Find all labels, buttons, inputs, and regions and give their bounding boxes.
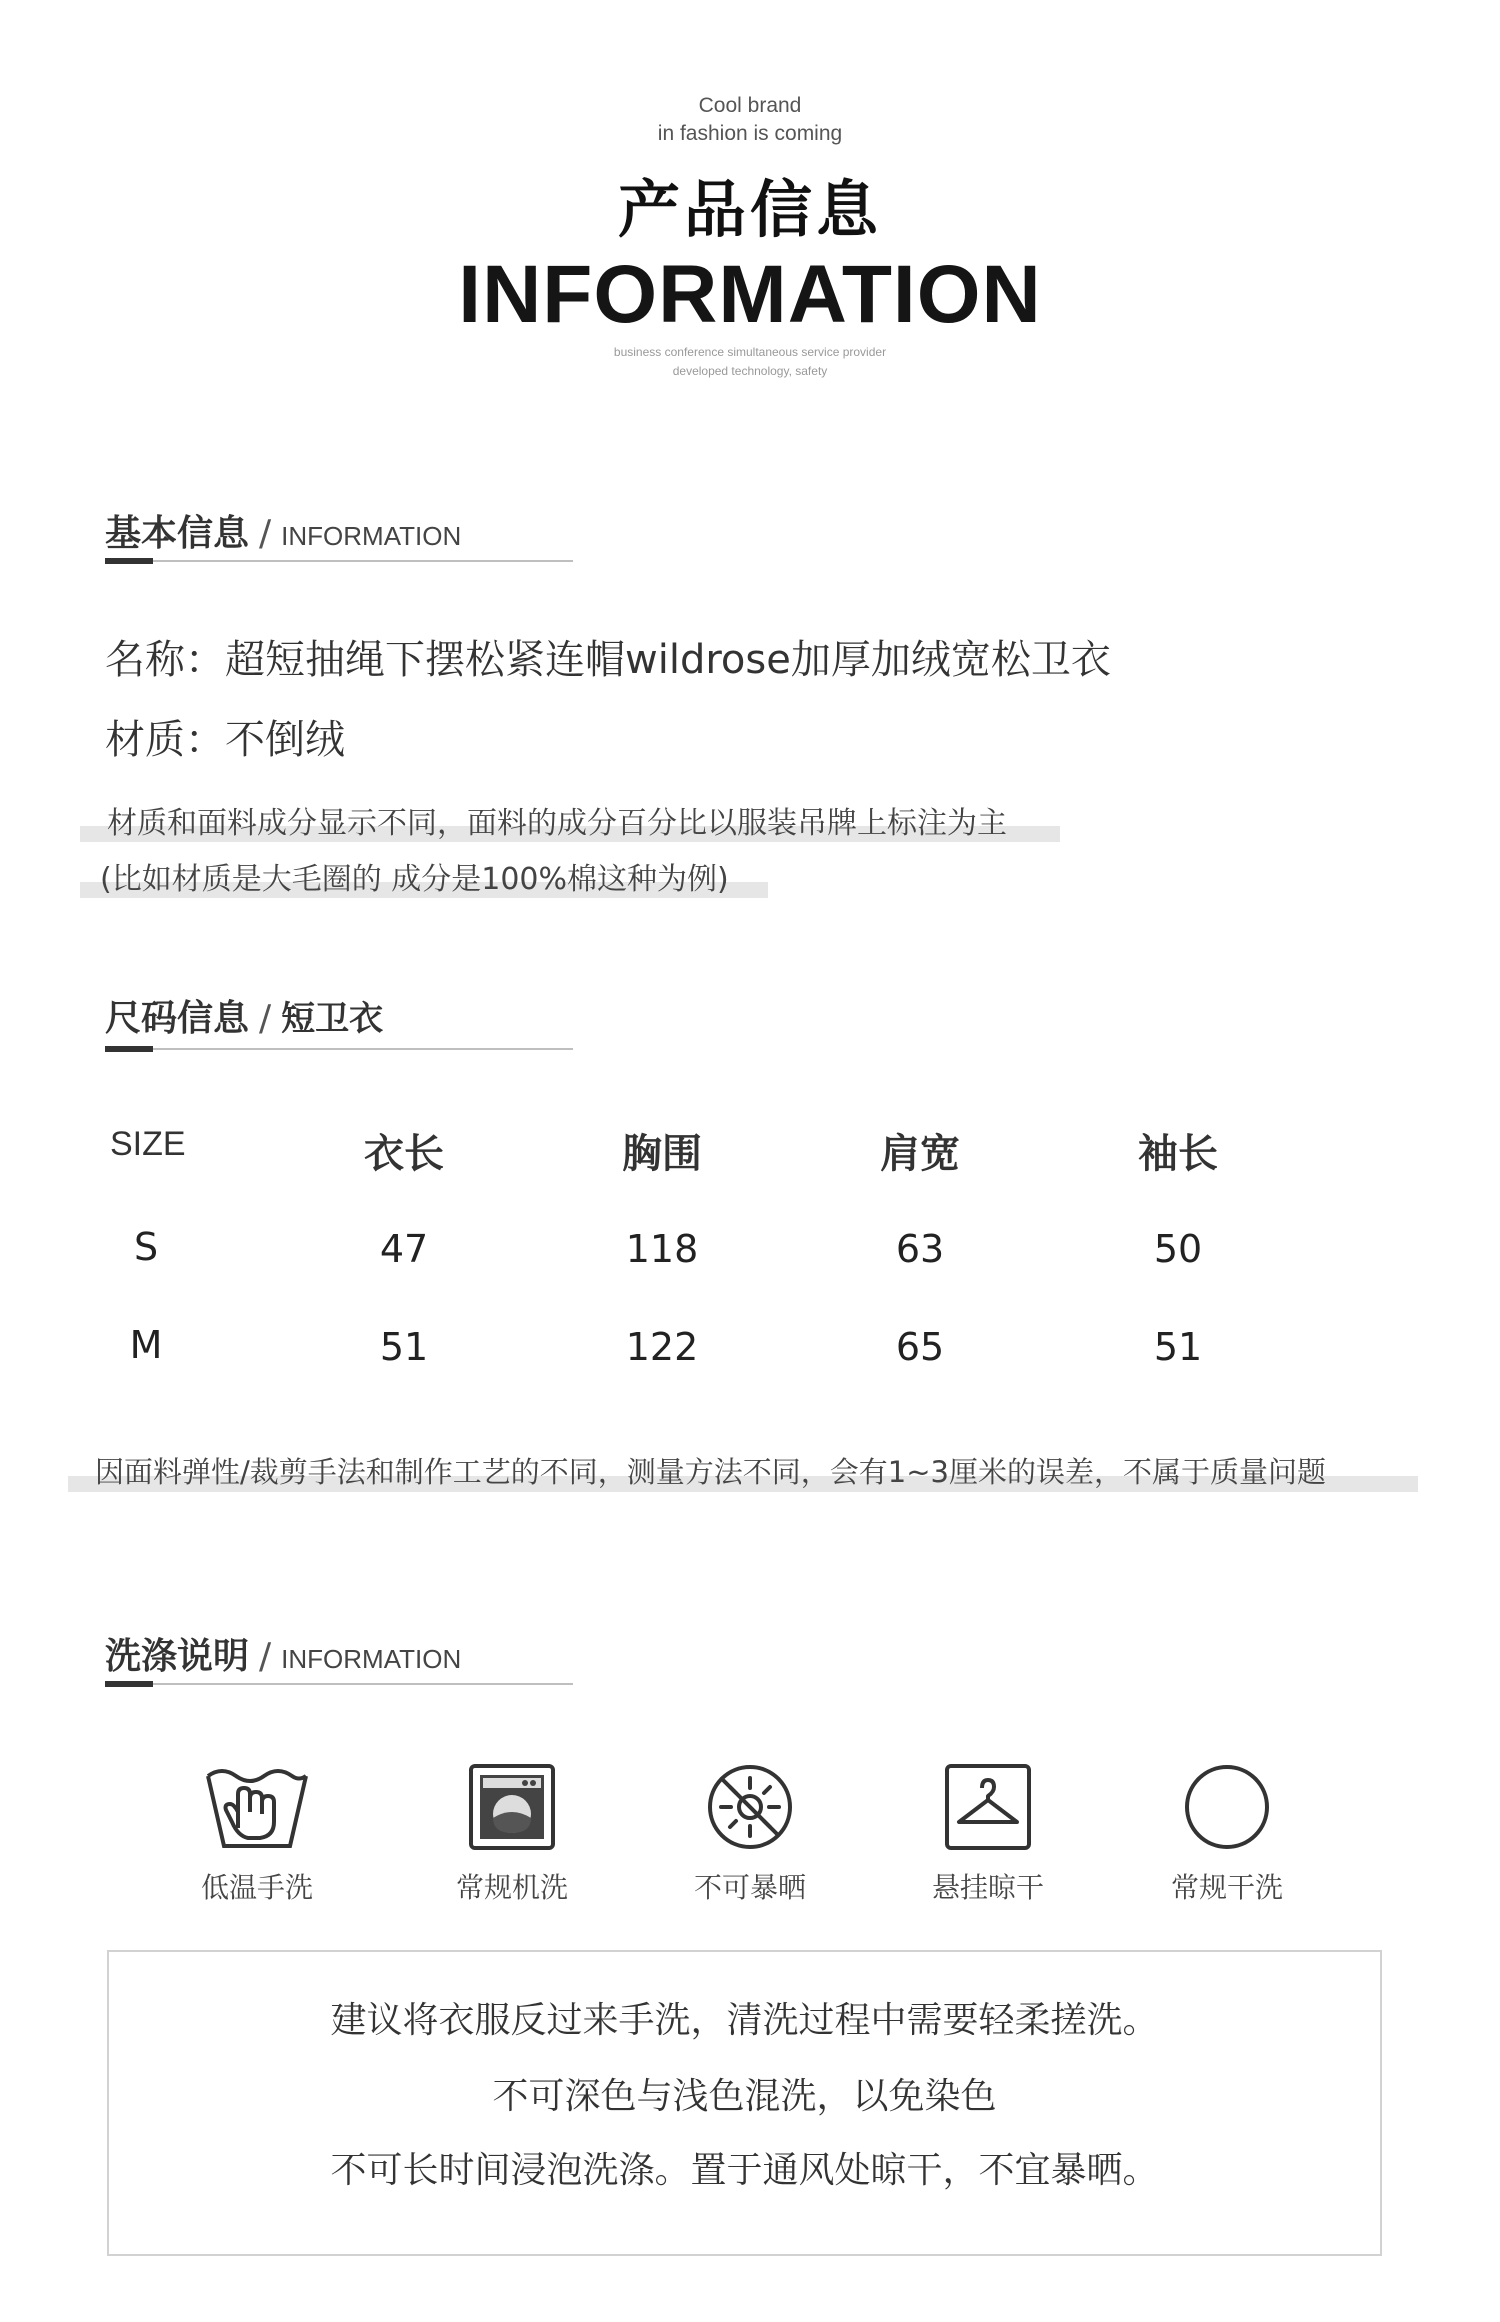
advice-line: 不可深色与浅色混洗，以免染色 [492, 2076, 997, 2117]
page-title-en: INFORMATION [458, 249, 1042, 340]
section-divider-accent [105, 558, 153, 564]
advice-line: 不可长时间浸泡洗涤。置于通风处晾干，不宜暴晒。 [330, 2150, 1159, 2191]
size-cell: 63 [895, 1227, 945, 1271]
no-sun-icon [705, 1762, 795, 1852]
wash-item-dry-clean [1127, 1762, 1327, 1906]
section-heading-wash-en: INFORMATION [281, 1644, 462, 1674]
section-divider [105, 560, 573, 562]
wash-item-hand-wash [157, 1762, 357, 1906]
wash-item-hang-dry [888, 1762, 1088, 1906]
section-heading-size [105, 990, 383, 1050]
size-cell: 118 [625, 1227, 699, 1271]
machine-wash-icon [467, 1762, 557, 1852]
wash-label: 常规机洗 [455, 1871, 568, 1904]
section-divider-accent [105, 1681, 153, 1687]
section-divider [105, 1683, 573, 1685]
header-small-text-2: developed technology, safety [672, 364, 828, 378]
brand-tagline-2: in fashion is coming [657, 122, 843, 145]
size-col-header: 衣长 [364, 1131, 444, 1177]
size-cell: 50 [1153, 1227, 1203, 1271]
heading-slash: / [259, 513, 272, 554]
hang-dry-icon [943, 1762, 1033, 1852]
section-divider [105, 1048, 573, 1050]
section-heading-basic [105, 505, 461, 565]
size-col-header: 袖长 [1138, 1131, 1218, 1177]
hand-wash-icon [202, 1762, 312, 1852]
size-cell: 47 [379, 1227, 429, 1271]
section-divider-accent [105, 1046, 153, 1052]
size-cell: 65 [895, 1325, 945, 1369]
size-cell: M [129, 1323, 163, 1367]
brand-tagline-1: Cool brand [698, 94, 802, 117]
material-note-2: (比如材质是大毛圈的 成分是100%棉这种为例) [100, 862, 729, 897]
wash-label: 悬挂晾干 [931, 1871, 1044, 1904]
wash-label: 不可暴晒 [693, 1871, 806, 1904]
size-cell: 122 [625, 1325, 699, 1369]
wash-item-no-sun [650, 1762, 850, 1906]
section-heading-wash-cn: 洗涤说明 [105, 1636, 250, 1677]
section-heading-size-cn: 尺码信息 [105, 998, 250, 1039]
material-note-1: 材质和面料成分显示不同，面料的成分百分比以服装吊牌上标注为主 [107, 806, 1007, 841]
size-col-header: 胸围 [622, 1131, 702, 1177]
size-cell: 51 [1153, 1325, 1203, 1369]
size-cell: S [133, 1225, 159, 1269]
section-heading-size-sub: 短卫衣 [281, 999, 384, 1039]
wash-label: 低温手洗 [200, 1871, 313, 1904]
section-heading-wash [105, 1628, 461, 1688]
heading-slash: / [259, 998, 272, 1039]
wash-label: 常规干洗 [1170, 1871, 1283, 1904]
wash-item-machine-wash [412, 1762, 612, 1906]
product-material: 材质：不倒绒 [105, 717, 345, 763]
heading-slash: / [259, 1636, 272, 1677]
advice-line: 建议将衣服反过来手洗，清洗过程中需要轻柔搓洗。 [330, 2000, 1159, 2041]
wash-advice-box [107, 1950, 1382, 2256]
size-col-header: 肩宽 [880, 1131, 960, 1177]
product-name: 名称：超短抽绳下摆松紧连帽wildrose加厚加绒宽松卫衣 [105, 637, 1111, 683]
size-cell: 51 [379, 1325, 429, 1369]
dry-clean-icon [1182, 1762, 1272, 1852]
page-title-cn: 产品信息 [617, 173, 882, 246]
size-col-header: SIZE [110, 1125, 186, 1163]
header-small-text-1: business conference simultaneous service provider [613, 345, 887, 359]
section-heading-basic-en: INFORMATION [281, 521, 462, 551]
size-measure-note: 因面料弹性/裁剪手法和制作工艺的不同，测量方法不同，会有1~3厘米的误差，不属于质量问题 [95, 1455, 1326, 1489]
section-heading-basic-cn: 基本信息 [105, 513, 250, 554]
